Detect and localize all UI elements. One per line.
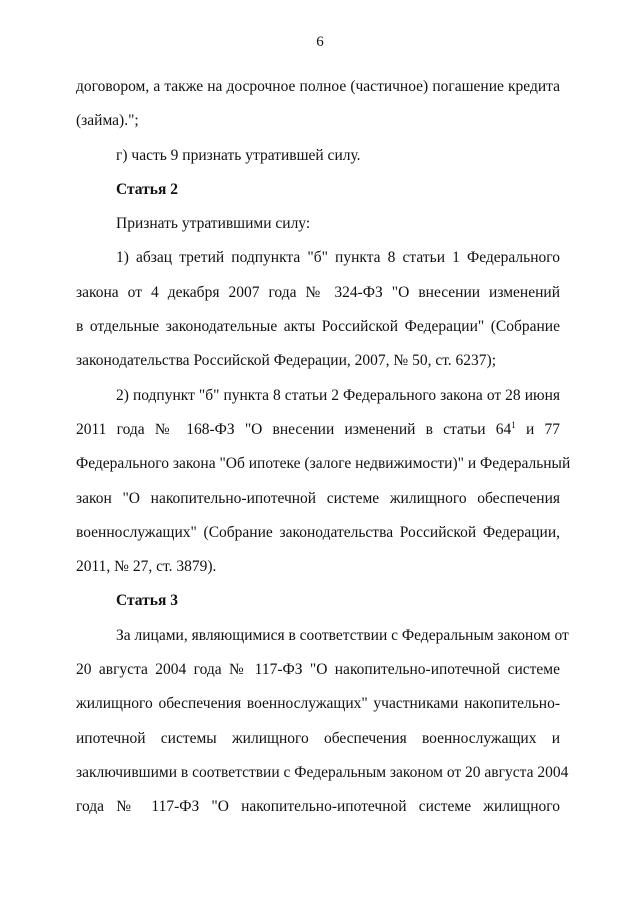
text-line: закон "О накопительно-ипотечной системе жилищного обеспечения (76, 489, 560, 507)
article-heading: Статья 2 (116, 180, 178, 198)
text-fragment: и 77 (515, 420, 560, 438)
text-line: закона от 4 декабря 2007 года № 324-ФЗ "О внесении изменений (76, 283, 560, 301)
superscript: 1 (511, 419, 516, 430)
text-line: заключившими в соответствии с Федеральным законом от 20 августа 2004 (76, 763, 569, 781)
text-line: За лицами, являющимися в соответствии с Федеральным законом от (116, 626, 569, 644)
text-line: 20 августа 2004 года № 117-ФЗ "О накопительно-ипотечной системе (76, 661, 560, 679)
text-fragment: 2011 года № 168-ФЗ "О внесении изменений в статьи 64 (76, 420, 512, 438)
text-line: 2011, № 27, ст. 3879). (76, 558, 217, 576)
text-line: (займа)."; (76, 112, 139, 130)
page-number: 6 (316, 34, 324, 50)
text-line: жилищного обеспечения военнослужащих" участниками накопительно- (76, 695, 560, 713)
text-line-with-superscript (76, 413, 560, 447)
text-line: договором, а также на досрочное полное (частичное) погашение кредита (76, 78, 560, 95)
article-heading: Статья 3 (116, 592, 178, 610)
text-line: в отдельные законодательные акты Российской Федерации" (Собрание (76, 318, 560, 336)
text-line: Признать утратившими силу: (116, 215, 311, 233)
text-line: Федерального закона "Об ипотеке (залоге недвижимости)" и Федеральный (76, 455, 571, 473)
text-line: 2) подпункт "б" пункта 8 статьи 2 Федерального закона от 28 июня (116, 386, 560, 404)
document-body (76, 70, 571, 825)
text-line: законодательства Российской Федерации, 2007, № 50, ст. 6237); (76, 352, 497, 370)
text-line: военнослужащих" (Собрание законодательства Российской Федерации, (76, 523, 560, 541)
text-line: 1) абзац третий подпункта "б" пункта 8 статьи 1 Федерального (116, 249, 560, 267)
text-line: ипотечной системы жилищного обеспечения военнослужащих и (76, 729, 560, 747)
text-line: г) часть 9 признать утратившей силу. (116, 146, 361, 164)
text-line: года № 117-ФЗ "О накопительно-ипотечной системе жилищного (76, 798, 560, 816)
